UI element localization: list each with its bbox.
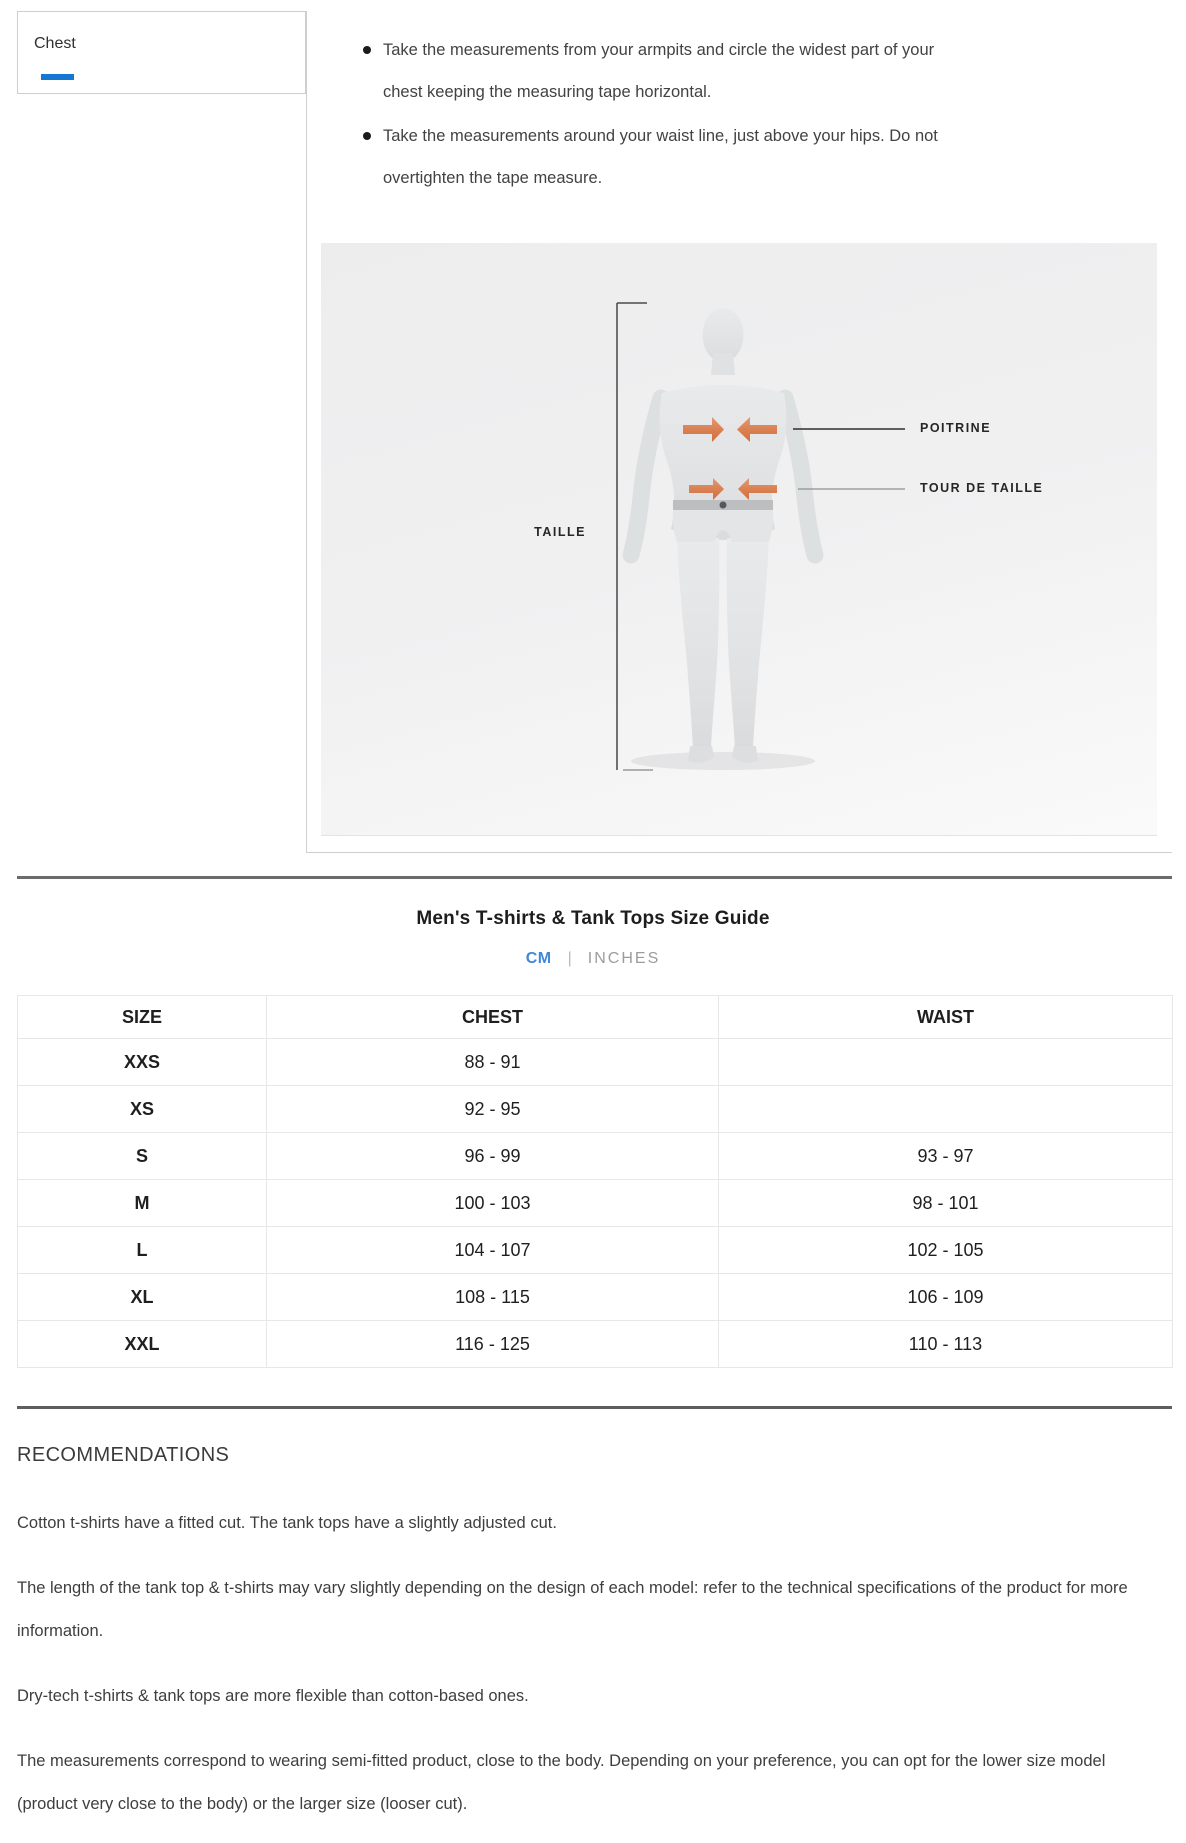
recommendation-paragraph: Dry-tech t-shirts & tank tops are more flexible than cotton-based ones. (17, 1687, 529, 1705)
chest-cell: 96 - 99 (267, 1133, 719, 1180)
waist-cell: 93 - 97 (719, 1133, 1173, 1180)
table-row (18, 1227, 1173, 1274)
column-header-waist: WAIST (719, 996, 1173, 1039)
waist-cell (719, 1086, 1173, 1133)
table-row (18, 1039, 1173, 1086)
size-cell: XXL (18, 1321, 267, 1368)
size-cell: XXS (18, 1039, 267, 1086)
table-row (18, 1180, 1173, 1227)
content-bottom-border (306, 852, 1172, 853)
bullet-icon (363, 46, 371, 54)
size-cell: XL (18, 1274, 267, 1321)
section-divider (17, 876, 1172, 879)
chest-cell: 88 - 91 (267, 1039, 719, 1086)
recommendations-text (17, 1502, 1157, 1843)
size-cell: L (18, 1227, 267, 1274)
active-tab-indicator (41, 74, 74, 80)
size-guide-title: Men's T-shirts & Tank Tops Size Guide (416, 908, 770, 929)
waist-cell: 106 - 109 (719, 1274, 1173, 1321)
chest-cell: 92 - 95 (267, 1086, 719, 1133)
size-cell: S (18, 1133, 267, 1180)
tour-de-taille-label: TOUR DE TAILLE (920, 481, 1044, 495)
unit-toggle (0, 950, 1186, 968)
chest-cell: 116 - 125 (267, 1321, 719, 1368)
table-row (18, 1133, 1173, 1180)
tab-chest[interactable] (17, 11, 306, 94)
section-divider (17, 1406, 1172, 1409)
instruction-text: Take the measurements around your waist line, just above your hips. Do not overtighten the tape measure. (383, 127, 938, 187)
chest-cell: 100 - 103 (267, 1180, 719, 1227)
waist-cell: 102 - 105 (719, 1227, 1173, 1274)
waist-cell: 110 - 113 (719, 1321, 1173, 1368)
unit-inches-button[interactable]: INCHES (587, 950, 661, 967)
column-header-size: SIZE (18, 996, 267, 1039)
list-item (306, 115, 978, 199)
table-header-row (18, 996, 1173, 1039)
unit-cm-button[interactable]: CM (525, 950, 552, 967)
recommendation-paragraph: Cotton t-shirts have a fitted cut. The tank tops have a slightly adjusted cut. (17, 1514, 557, 1532)
recommendations-heading: RECOMMENDATIONS (17, 1444, 230, 1466)
poitrine-label: POITRINE (920, 421, 992, 435)
taille-label: TAILLE (534, 525, 586, 539)
instruction-text: Take the measurements from your armpits and circle the widest part of your chest keeping the measuring tape horizontal. (383, 41, 935, 101)
chest-cell: 108 - 115 (267, 1274, 719, 1321)
size-table (17, 995, 1173, 1368)
instruction-list (306, 29, 978, 201)
waist-cell: 98 - 101 (719, 1180, 1173, 1227)
chest-cell: 104 - 107 (267, 1227, 719, 1274)
recommendation-paragraph: The length of the tank top & t-shirts may vary slightly depending on the design of each model: refer to the technical specifications of the product for more information. (17, 1579, 1128, 1640)
list-item (306, 29, 978, 113)
bullet-icon (363, 132, 371, 140)
column-header-chest: CHEST (267, 996, 719, 1039)
measurement-diagram (321, 243, 1157, 836)
table-row (18, 1274, 1173, 1321)
recommendation-paragraph: The measurements correspond to wearing semi-fitted product, close to the body. Depending on your preference, you can opt for the lower size model (product very close to the body) or the larger size (looser cut). (17, 1752, 1106, 1813)
table-row (18, 1321, 1173, 1368)
tab-chest-label: Chest (34, 35, 76, 52)
waist-cell (719, 1039, 1173, 1086)
mannequin-body (631, 308, 815, 763)
size-cell: M (18, 1180, 267, 1227)
floor-shadow (631, 752, 815, 770)
mannequin-illustration (321, 243, 1157, 836)
unit-separator: | (567, 950, 572, 967)
size-cell: XS (18, 1086, 267, 1133)
table-row (18, 1086, 1173, 1133)
